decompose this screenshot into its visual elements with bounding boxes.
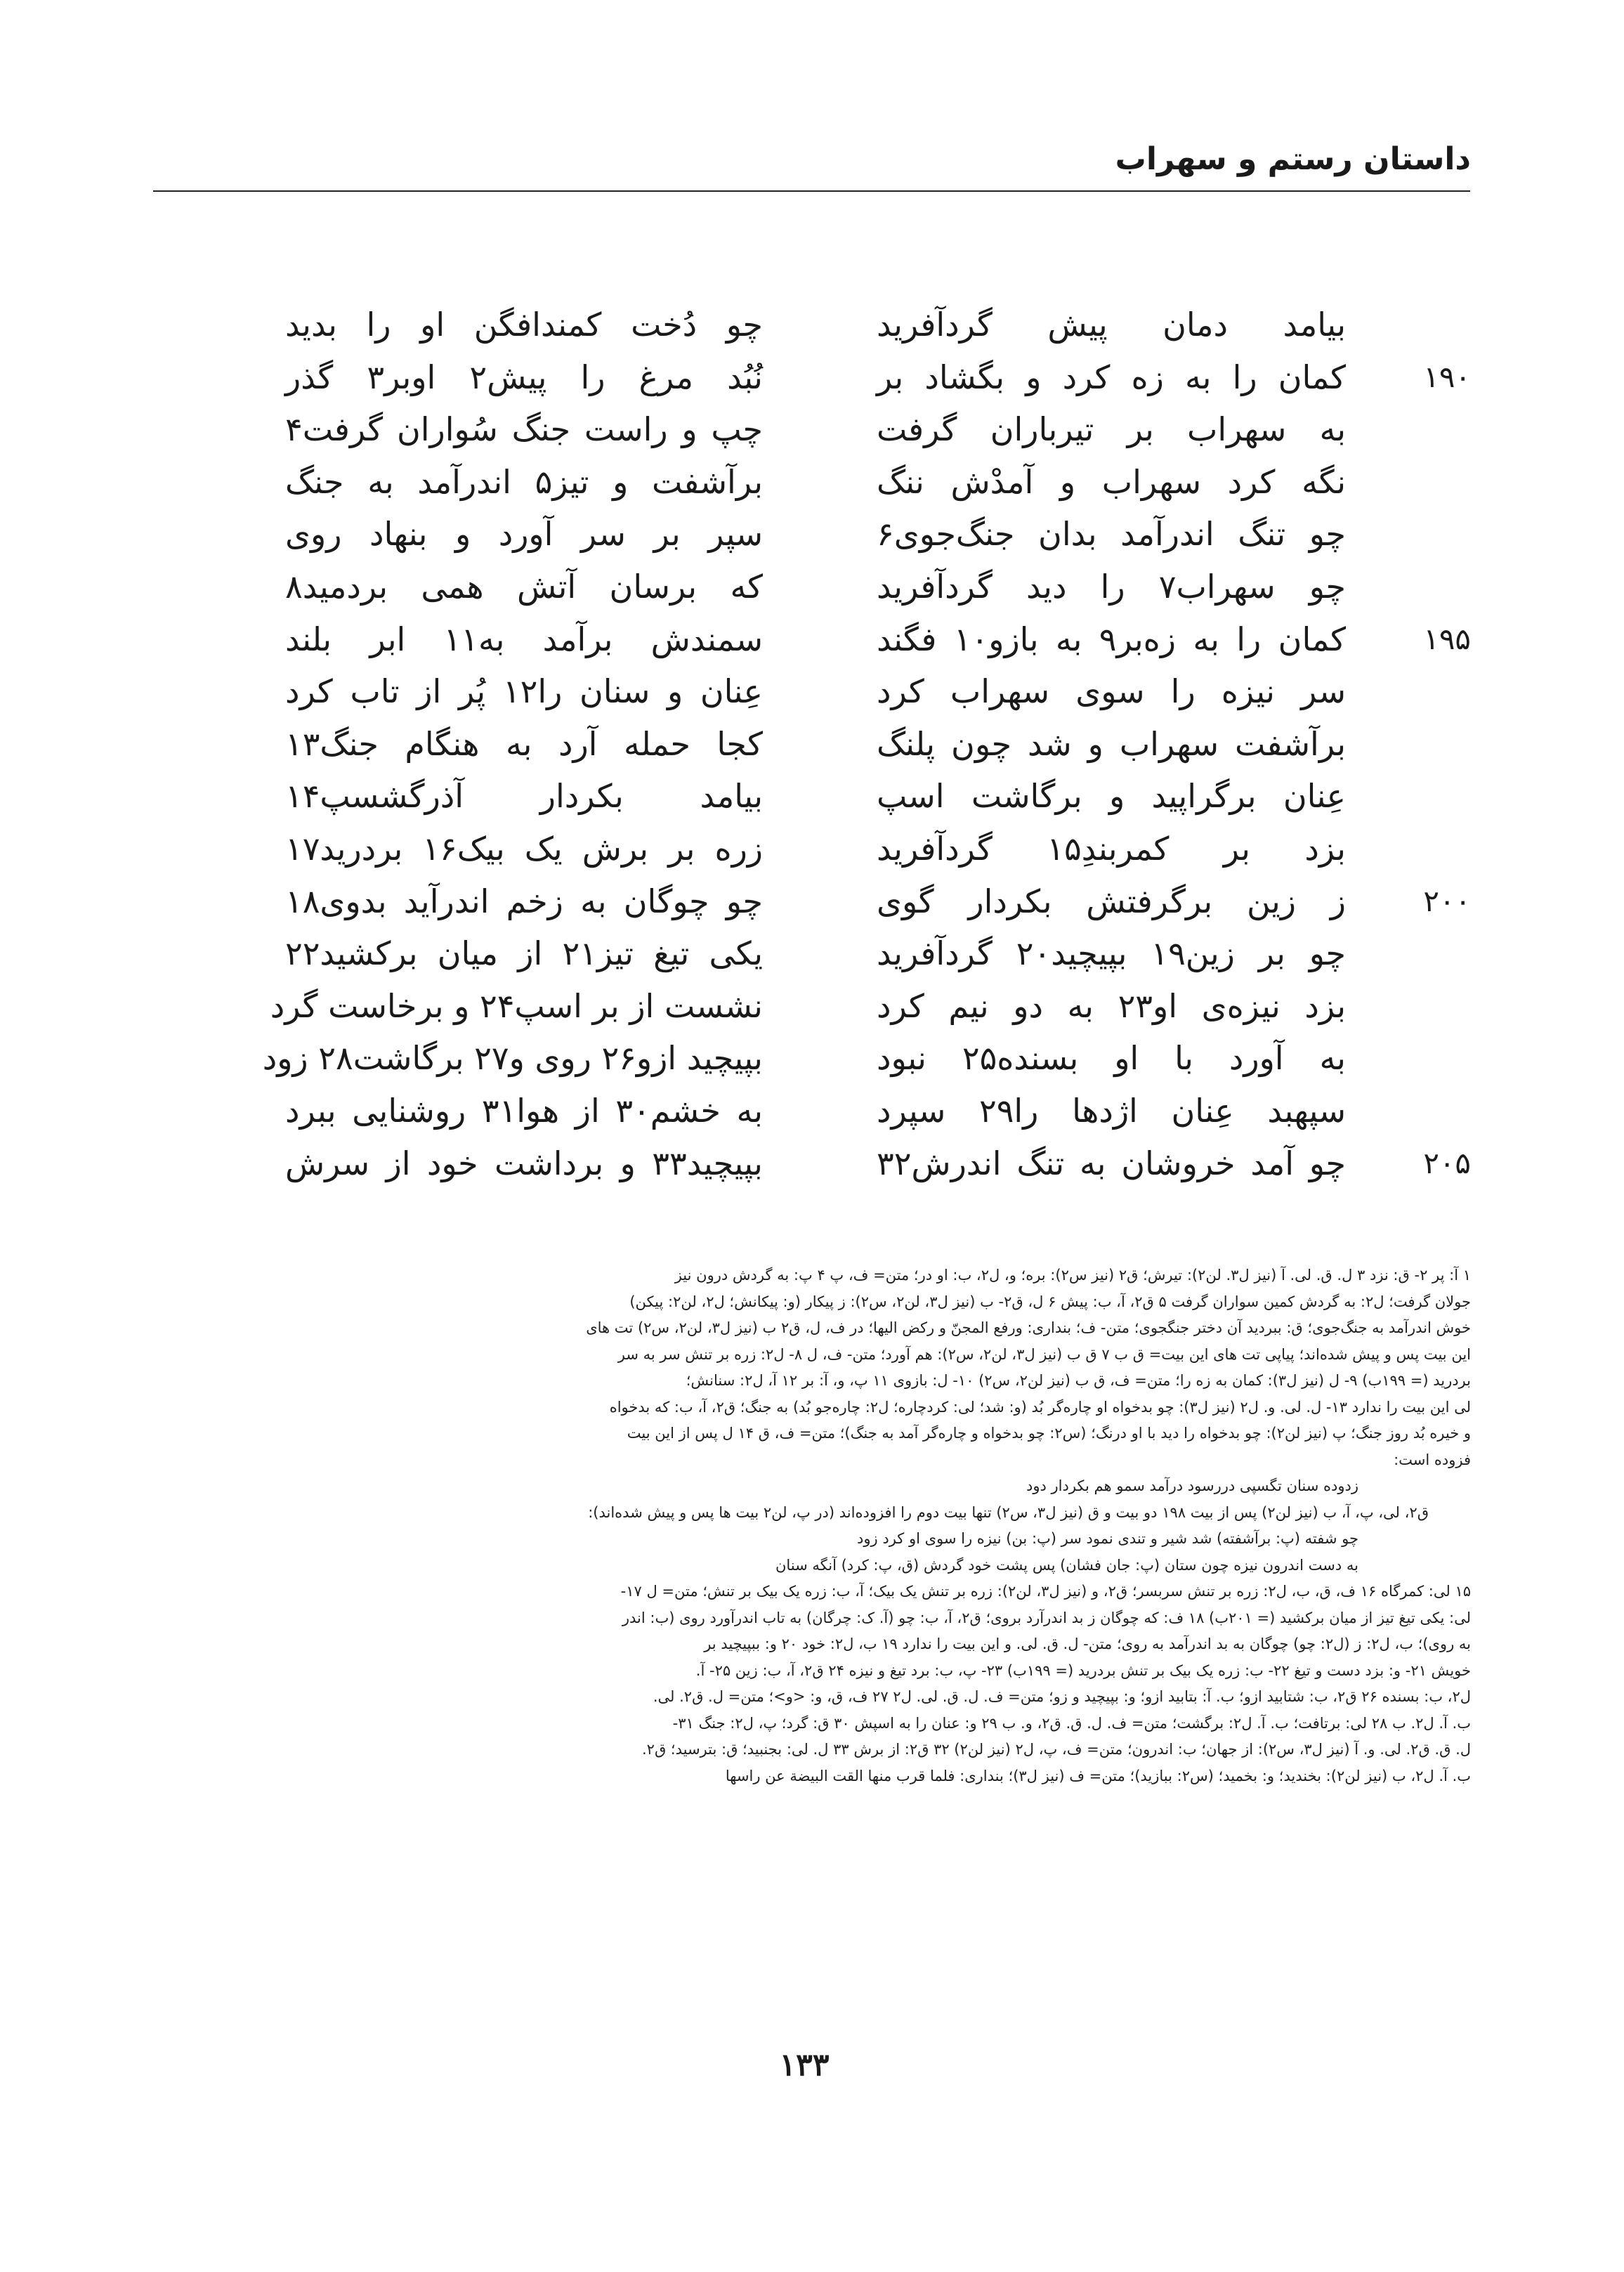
verse-first-hemistich: به سهراب بر تیرباران گرفت (877, 410, 1346, 449)
verse-second-hemistich: که برسان آتش همی بردمید۸ (285, 567, 763, 606)
verse-second-hemistich: چو دُخت کمندافگن او را بدید (285, 306, 763, 344)
verse-first-hemistich: سپهبد عِنان اژدها را۲۹ سپرد (877, 1091, 1346, 1130)
footnote-line: ب. آ. ل۲. ب ۲۸ لی: برتافت؛ ب. آ. ل۲: برگشت؛ متن= ف. ل. ق. ق۲، و. ب ۲۹ و: عنان را به اسپش ۳۰ ق: گرد؛ پ، ل۲: جنگ ۳۱- (672, 1714, 1471, 1732)
verse-row (140, 561, 1471, 613)
verse-row (140, 718, 1471, 771)
verse-first-hemistich: برآشفت سهراب و شد چون پلنگ (877, 724, 1346, 763)
verse-first-hemistich: ز زین برگرفتش بکردار گوی (877, 882, 1346, 920)
verse-first-hemistich: عِنان برگراپید و برگاشت اسپ (877, 777, 1346, 816)
footnote-inserted-verse: چو شفته (پ: برآشفته) شد شیر و تندی نمود سر (پ: بن) نیزه را سوی او کرد زود (857, 1530, 1358, 1547)
footnote-line: ب. آ. ل۲، ب (نیز لن۲): بخندید؛ و: بخمید؛ (س۲: ببازید)؛ متن= ف (نیز ل۳)؛ بنداری: فلما قرب منها القت البیضة عن راسها (725, 1767, 1471, 1784)
verse-row (140, 508, 1471, 561)
verse-row (140, 456, 1471, 509)
footnotes (148, 1262, 1471, 1789)
verse-row (140, 351, 1471, 404)
verse-second-hemistich: بیامد بکردار آذرگشسپ۱۴ (285, 777, 763, 816)
verse-row (140, 665, 1471, 718)
footnote-line: خویش ۲۱- و: بزد دست و تیغ ۲۲- ب: زره یک بیک بر تنش بردرید (= ۱۹۹ب) ۲۳- پ، ب: برد تیغ و نیزه ۲۴ ق۲، آ، ب: زین ۲۵- آ. (695, 1661, 1471, 1679)
verse-first-hemistich: چو بر زین۱۹ بپیچید۲۰ گردآفرید (877, 934, 1346, 973)
footnote-line: و خیره بُد روز جنگ؛ پ (نیز لن۲): چو بدخواه را دید با او درنگ؛ (س۲: چو بدخواه و چاره‌گر آمد به جنگ)؛ متن= ف، ق ۱۴ ل پس از این بیت (627, 1425, 1471, 1442)
footnote-line: جولان گرفت؛ ل۲: به گردش کمین سواران گرفت ۵ ق۲، آ، ب: پیش ۶ ل، ق۲- ب (نیز ل۳، لن۲، س۲): ز پیکار (و: پیکانش؛ ل۲، لن۲: پیکن) (629, 1293, 1471, 1310)
verse-first-hemistich: چو سهراب۷ را دید گردآفرید (877, 567, 1346, 606)
footnote-line: ل۲، ب: بسنده ۲۶ ق۲، ب: شتابید ازو؛ ب. آ: بتابید ازو؛ و: بپیچید و زو؛ متن= ف. ل. ق. لی. ل۲ ۲۷ ف، ق، و: <و>؛ متن= ل. ق۲. لی. (653, 1688, 1471, 1705)
verse-first-hemistich: نگه کرد سهراب و آمدْش ننگ (877, 462, 1346, 501)
verse-second-hemistich: نشست از بر اسپ۲۴ و برخاست گرد (270, 986, 763, 1025)
footnote-citation: ق۲، لی، پ، آ، ب (نیز لن۲) پس از بیت ۱۹۸ دو بیت و ق (نیز ل۳، س۲) تنها بیت دوم را افزوده‌اند (در پ، لن۲ بیت ها پس و پیش شده‌اند): (588, 1503, 1429, 1521)
verse-second-hemistich: چو چوگان به زخم اندرآید بدوی۱۸ (285, 882, 763, 920)
poem-verses (140, 299, 1471, 1189)
verse-second-hemistich: عِنان و سنان را۱۲ پُر از تاب کرد (285, 672, 764, 711)
verse-first-hemistich: کمان را به زه‌بر۹ به بازو۱۰ فگند (877, 620, 1346, 658)
footnote-line: به روی)؛ ب، ل۲: ز (ل۲: چو) چوگان به بد اندرآمد به روی؛ متن- ل. ق. لی. و این بیت را ندارد ۱۹ ب، ل۲: خود ۲۰ و: ببپیچید بر (704, 1636, 1471, 1652)
verse-row (140, 1032, 1471, 1085)
footnote-block-bottom (148, 1579, 1471, 1789)
verse-second-hemistich: سپر بر سر آورد و بنهاد روی (285, 515, 763, 554)
footnote-line: لی این بیت را ندارد ۱۳- ل. لی. و. ل۲ (نیز ل۳): چو بدخواه او چاره‌گر بُد (و: شد؛ لی: کردچاره؛ ل۲: چاره‌جو بُد) به جنگ؛ ق۲، آ، ب: که بدخواه (609, 1398, 1471, 1416)
verse-second-hemistich: بپیچید ازو۲۶ روی و۲۷ برگاشت۲۸ زود (262, 1039, 763, 1078)
footnote-line: ل. ق. ق۲. لی. و. آ (نیز ل۳، س۲): از جهان؛ ب: اندرون؛ متن= ف، پ، ل۲ (نیز لن۲) ۳۲ ق۲: از برش ۳۳ ل. لی: بجنبید؛ ق: بترسید؛ ق۲. (641, 1741, 1471, 1758)
verse-first-hemistich: بیامد دمان پیش گردآفرید (877, 306, 1346, 344)
verse-row (140, 980, 1471, 1033)
verse-first-hemistich: کمان را به زه کرد و بگشاد بر (877, 358, 1346, 396)
verse-row (140, 1137, 1471, 1190)
verse-row (140, 403, 1471, 456)
footnote-line: فزوده است: (1394, 1451, 1471, 1468)
verse-row (140, 613, 1471, 666)
verse-row (140, 823, 1471, 875)
page-number: ۱۳۳ (779, 2047, 830, 2083)
verse-first-hemistich: سر نیزه را سوی سهراب کرد (877, 672, 1346, 711)
verse-first-hemistich: بزد بر کمربندِ۱۵ گردآفرید (877, 829, 1346, 868)
footnote-line: بردرید (= ۱۹۹ب) ۹- ل (نیز ل۳): کمان به زه را؛ متن= ف، ق ب (نیز لن۲، س۲) ۱۰- ل: بازوی ۱۱ پ، و، آ: بر ۱۲ آ، ل۲: سنانش؛ (686, 1372, 1471, 1389)
verse-second-hemistich: برآشفت و تیز۵ اندرآمد به جنگ (285, 462, 764, 501)
footnote-line: ۱ آ: پر ۲- ق: نزد ۳ ل. ق. لی. آ (نیز ل۳. لن۲): تیرش؛ ق۲ (نیز س۲): بره؛ و، ل۲، ب: او در؛ متن= ف، پ ۴ پ: به گردش درون نیز (674, 1267, 1471, 1284)
verse-first-hemistich: به آورد با او بسنده۲۵ نبود (877, 1039, 1346, 1078)
footnote-line: لی: یکی تیغ تیز از میان برکشید (= ۲۰۱ب) ۱۸ ف: که چوگان ز بد اندرآرد بروی؛ ق۲، آ، ب: چو (آ. ک: چرگان) به تاب اندرآورد روی (ب: اندر (622, 1609, 1471, 1626)
verse-first-hemistich: چو آمد خروشان به تنگ اندرش۳۲ (877, 1144, 1346, 1182)
verse-second-hemistich: کجا حمله آرد به هنگام جنگ۱۳ (285, 724, 763, 763)
footnote-inserted-verse: زدوده سنان تگسپی دررسود درآمد سمو هم بکردار دود (1026, 1477, 1358, 1494)
running-head: داستان رستم و سهراب (1115, 141, 1471, 177)
footnote-line: این بیت پس و پیش شده‌اند؛ پیاپی تت های این بیت= ق ب ۷ ق ب (نیز ل۳، لن۲، س۲): هم آورد؛ متن- ف، ل ۸- ل۲: زره بر تنش سر به سر (617, 1345, 1471, 1363)
verse-row (140, 299, 1471, 351)
header-rule (153, 190, 1470, 192)
verse-number: ۱۹۰ (1423, 359, 1471, 394)
verse-row (140, 1085, 1471, 1137)
verse-second-hemistich: سمندش برآمد به۱۱ ابر بلند (285, 620, 763, 658)
verse-row (140, 875, 1471, 928)
verse-number: ۲۰۰ (1423, 883, 1471, 918)
verse-number: ۱۹۵ (1423, 621, 1471, 656)
verse-first-hemistich: چو تنگ اندرآمد بدان جنگ‌جوی۶ (877, 515, 1346, 554)
footnote-line: ۱۵ لی: کمرگاه ۱۶ ف، ق، ب، ل۲: زره بر تنش سربسر؛ ق۲، و (نیز ل۳، لن۲): زره بر تنش یک بیک؛ آ، ب: زره یک بیک بر تنش؛ متن= ل ۱۷- (620, 1583, 1471, 1600)
verse-row (140, 927, 1471, 980)
verse-second-hemistich: زره بر برش یک بیک۱۶ بردرید۱۷ (285, 829, 763, 868)
footnote-inserted-verse: به دست اندرون نیزه چون ستان (پ: جان فشان) پس پشت خود گردش (ق، پ: کرد) آنگه سنان (775, 1556, 1358, 1574)
verse-first-hemistich: بزد نیزه‌ی او۲۳ به دو نیم کرد (877, 986, 1347, 1025)
verse-second-hemistich: نُبُد مرغ را پیش۲ اوبر۳ گذر (285, 358, 763, 396)
footnote-line: خوش اندرآمد به جنگ‌جوی؛ ق: ببردید آن دختر جنگجوی؛ متن- ف؛ بنداری: ورفع المجنّ و رکض الیها؛ در ف، ل، ق۲ ب (نیز ل۳، لن۲، س۲) تت های (586, 1319, 1471, 1336)
verse-second-hemistich: به خشم۳۰ از هوا۳۱ روشنایی ببرد (285, 1091, 763, 1130)
footnote-block-top (148, 1262, 1471, 1473)
verse-second-hemistich: چپ و راست جنگ سُواران گرفت۴ (285, 410, 763, 449)
verse-second-hemistich: یکی تیغ تیز۲۱ از میان برکشید۲۲ (285, 934, 763, 973)
verse-second-hemistich: بپیچید۳۳ و برداشت خود از سرش (285, 1144, 763, 1182)
verse-row (140, 770, 1471, 823)
verse-number: ۲۰۵ (1423, 1145, 1471, 1180)
